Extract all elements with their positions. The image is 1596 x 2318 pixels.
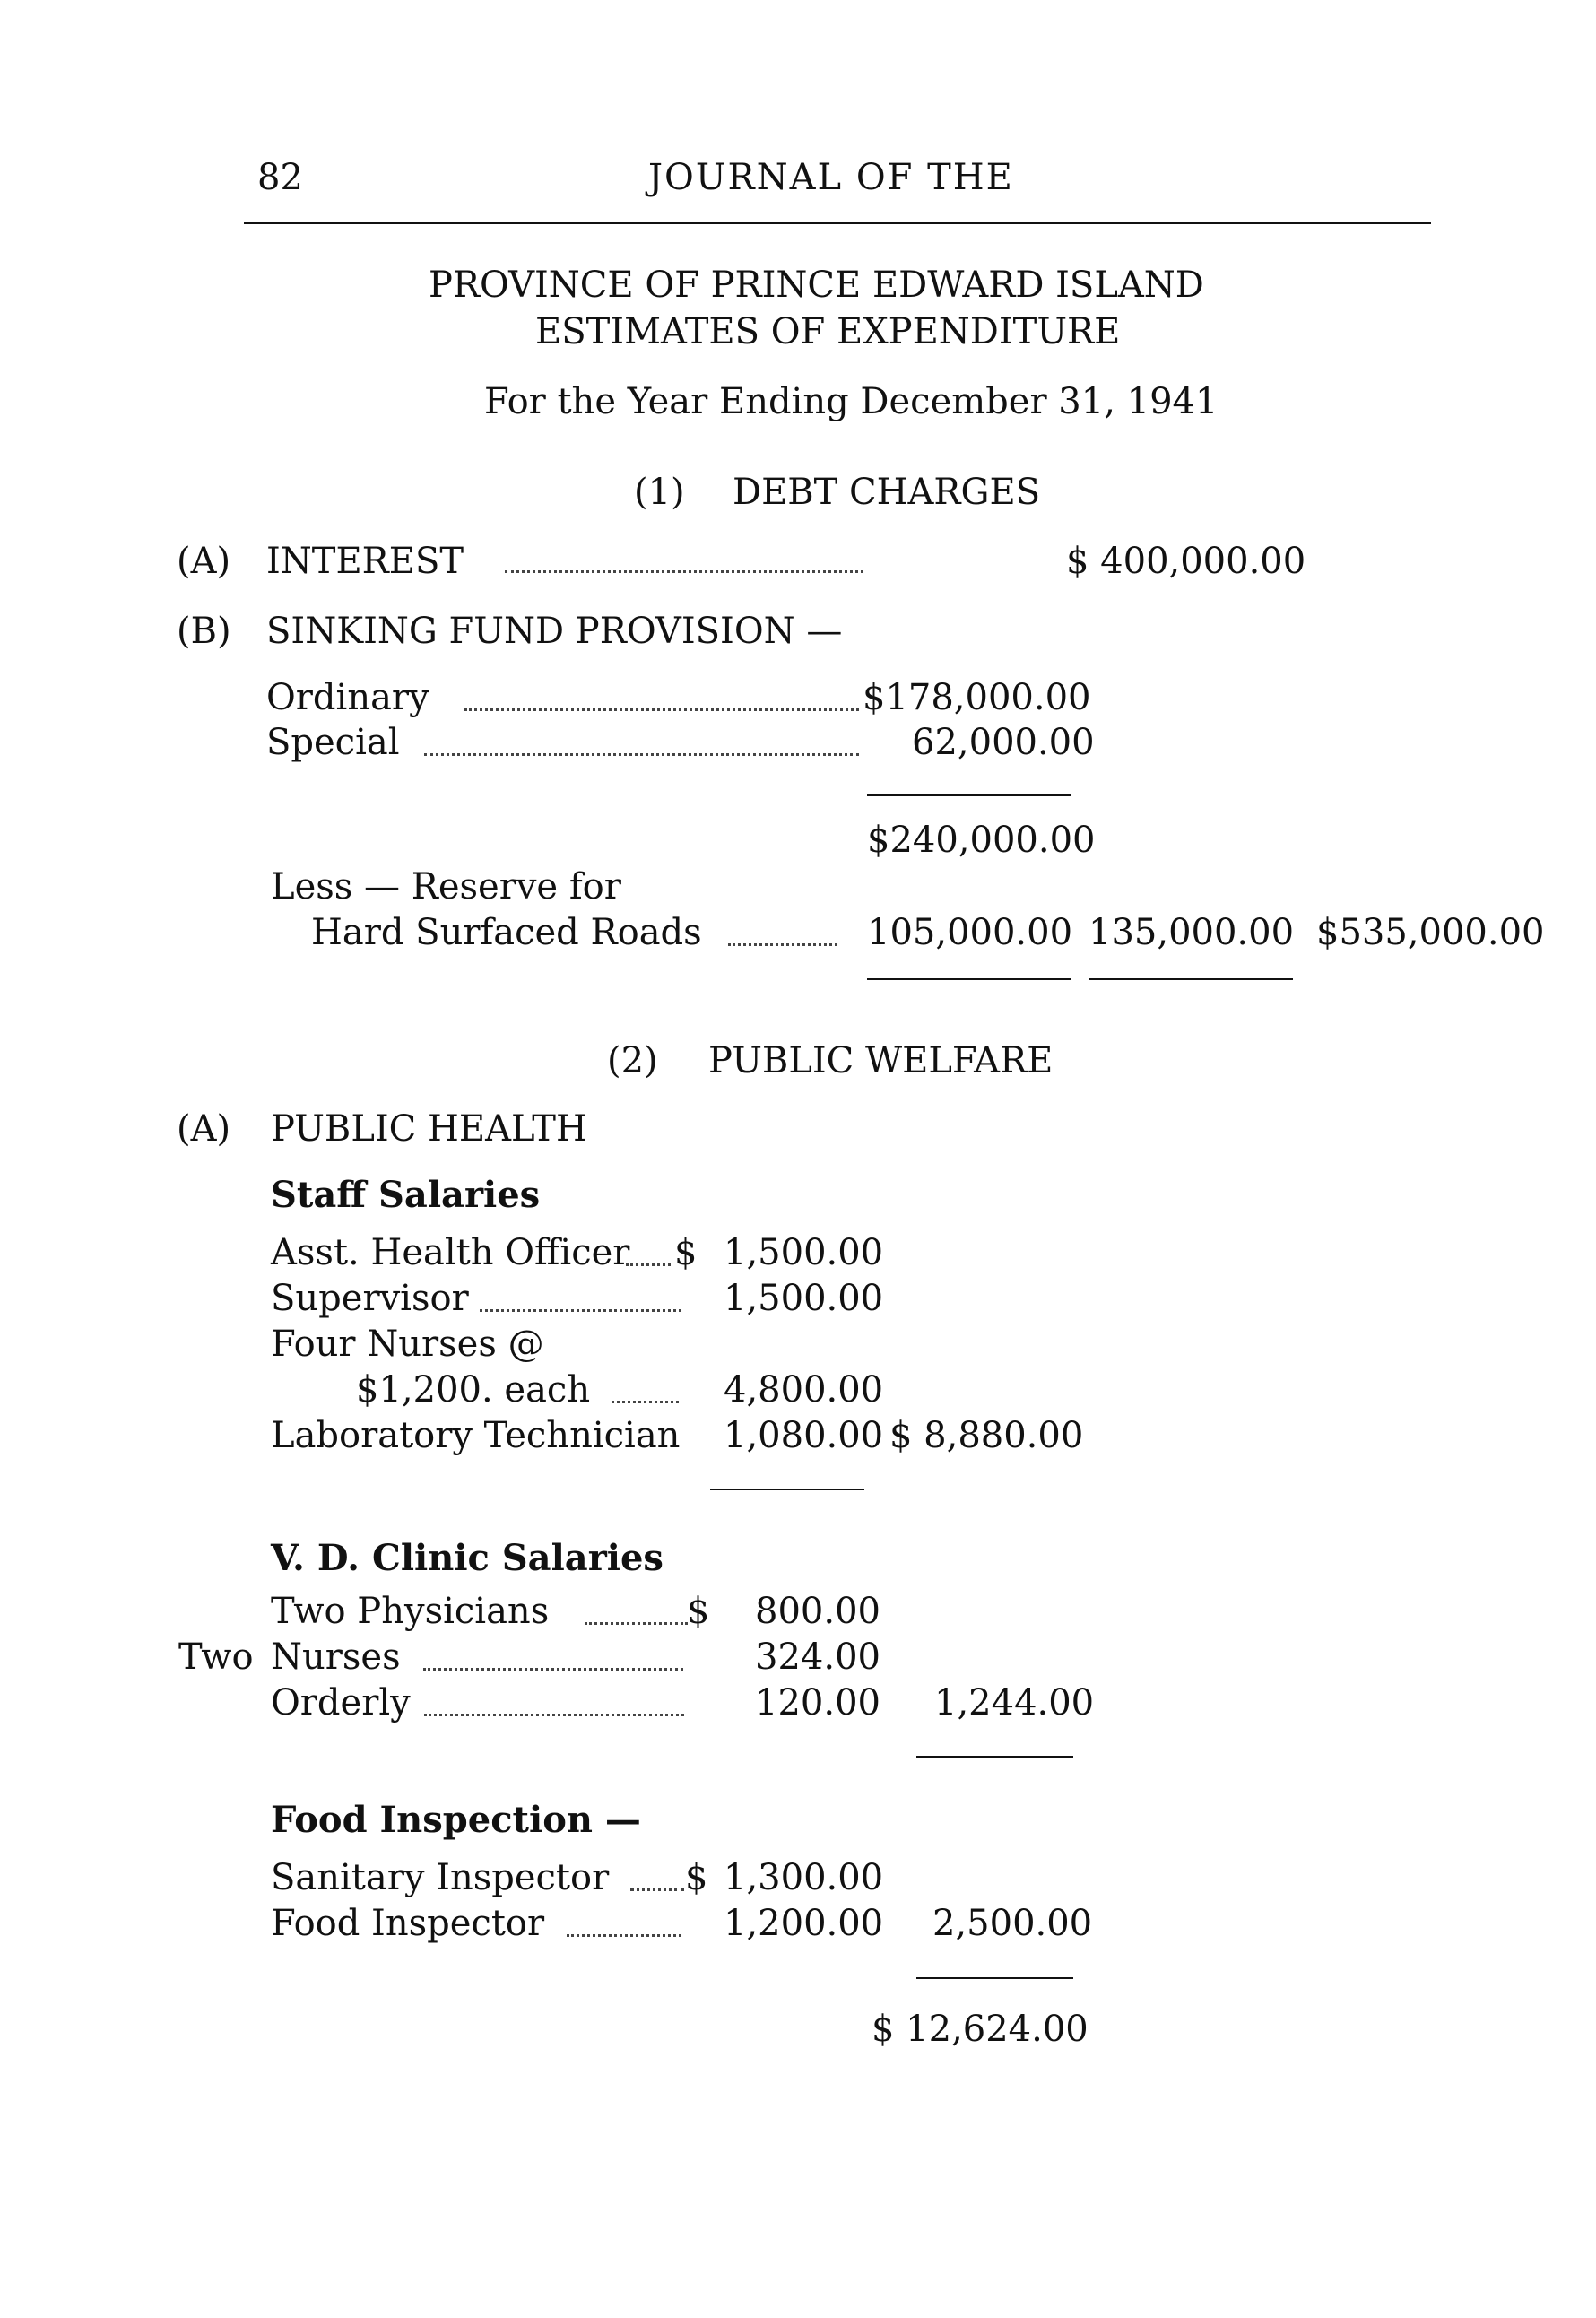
page-number: 82 (257, 157, 303, 198)
vd-clinic-rule (916, 1756, 1073, 1758)
ordinary-label: Ordinary (266, 677, 429, 718)
section-1-number: (1) (634, 472, 685, 513)
food-inspector-label: Food Inspector (271, 1903, 545, 1944)
two-physicians-label: Two Physicians (271, 1591, 550, 1632)
roads-rule (867, 978, 1071, 980)
sinking-fund-label-letter: (B) (177, 611, 231, 652)
staff-salaries-heading: Staff Salaries (271, 1174, 541, 1216)
four-nurses-rate: $1,200. each (356, 1369, 591, 1411)
food-inspector-leader (567, 1934, 681, 1937)
less-reserve-label: Less — Reserve for (271, 866, 621, 907)
section-2-title: PUBLIC WELFARE (708, 1040, 1054, 1081)
roads-leader (728, 943, 837, 946)
orderly-amount: 120.00 (755, 1682, 880, 1723)
sinking-subtotal: $240,000.00 (867, 820, 1096, 861)
title-year: For the Year Ending December 31, 1941 (484, 381, 1219, 422)
food-inspector-amount: 1,200.00 (724, 1903, 884, 1944)
roads-amount: 105,000.00 (867, 912, 1073, 953)
sanitary-inspector-amount: 1,300.00 (724, 1857, 884, 1898)
roads-label: Hard Surfaced Roads (311, 912, 702, 953)
interest-leader (505, 570, 863, 573)
net-sinking-rule (1089, 978, 1293, 980)
interest-amount: $ 400,000.00 (1066, 541, 1306, 582)
sanitary-inspector-label: Sanitary Inspector (271, 1857, 610, 1898)
staff-salaries-rule (710, 1489, 864, 1490)
two-physicians-amount: 800.00 (755, 1591, 880, 1632)
supervisor-amount: 1,500.00 (724, 1278, 884, 1319)
two-physicians-leader (585, 1622, 688, 1625)
orderly-label: Orderly (271, 1682, 411, 1723)
asst-health-officer-amount: 1,500.00 (724, 1232, 884, 1273)
food-inspection-total: 2,500.00 (932, 1903, 1093, 1944)
four-nurses-label: Four Nurses @ (271, 1324, 544, 1365)
food-inspection-rule (916, 1977, 1073, 1979)
two-physicians-dollar: $ (687, 1591, 710, 1632)
special-amount: 62,000.00 (912, 722, 1095, 763)
supervisor-leader (480, 1309, 681, 1312)
asst-health-officer-dollar: $ (674, 1232, 698, 1273)
public-health-label: PUBLIC HEALTH (271, 1108, 587, 1150)
two-nurses-prefix: Two (178, 1636, 254, 1678)
asst-health-officer-label: Asst. Health Officer (271, 1232, 630, 1273)
four-nurses-leader (612, 1401, 679, 1403)
interest-label-letter: (A) (177, 541, 231, 582)
section-1-title: DEBT CHARGES (733, 472, 1041, 513)
ordinary-leader (464, 708, 859, 711)
ordinary-amount: $178,000.00 (863, 677, 1091, 718)
vd-clinic-total: 1,244.00 (934, 1682, 1095, 1723)
two-nurses-amount: 324.00 (755, 1636, 880, 1678)
lab-technician-amount: 1,080.00 (724, 1415, 884, 1456)
supervisor-label: Supervisor (271, 1278, 469, 1319)
header-rule (244, 222, 1431, 224)
staff-salaries-total: $ 8,880.00 (889, 1415, 1084, 1456)
running-title: JOURNAL OF THE (648, 157, 1014, 198)
two-nurses-label: Nurses (271, 1636, 401, 1678)
title-province: PROVINCE OF PRINCE EDWARD ISLAND (429, 265, 1204, 306)
section-2-number: (2) (607, 1040, 658, 1081)
lab-technician-label: Laboratory Technician (271, 1415, 681, 1456)
interest-label: INTEREST (266, 541, 464, 582)
debt-charges-total: $535,000.00 (1316, 912, 1545, 953)
public-health-total: $ 12,624.00 (872, 2009, 1089, 2050)
asst-health-officer-leader (626, 1263, 671, 1266)
orderly-leader (424, 1714, 684, 1716)
net-sinking-amount: 135,000.00 (1089, 912, 1295, 953)
two-nurses-leader (423, 1668, 683, 1671)
special-label: Special (266, 722, 400, 763)
sanitary-inspector-dollar: $ (685, 1857, 708, 1898)
sinking-subtotal-rule (867, 794, 1071, 796)
vd-clinic-heading: V. D. Clinic Salaries (271, 1537, 664, 1579)
special-leader (424, 753, 859, 756)
four-nurses-amount: 4,800.00 (724, 1369, 884, 1411)
title-estimates: ESTIMATES OF EXPENDITURE (535, 311, 1121, 352)
public-health-label-letter: (A) (177, 1108, 231, 1150)
food-inspection-heading: Food Inspection — (271, 1799, 641, 1841)
sanitary-inspector-leader (630, 1888, 684, 1891)
sinking-fund-label: SINKING FUND PROVISION — (266, 611, 843, 652)
